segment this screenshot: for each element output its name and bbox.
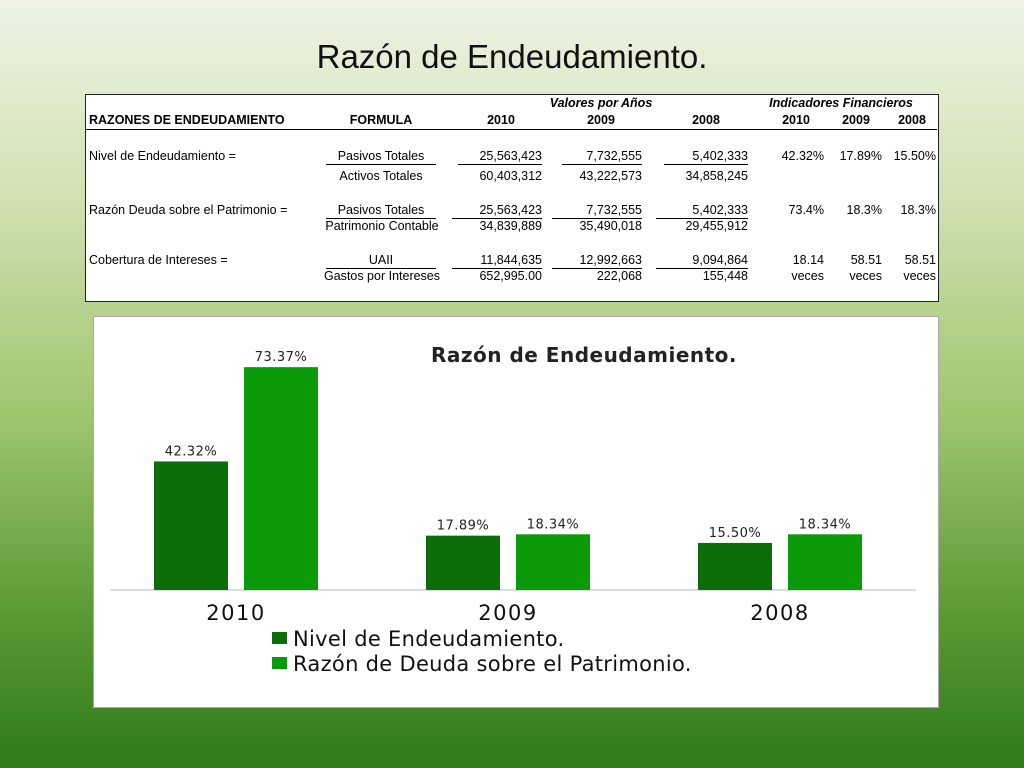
data-label-2010-series-2: 73.37% bbox=[254, 350, 308, 366]
data-label-2008-series-1: 15.50% bbox=[708, 525, 762, 541]
den-value-2008: 34,858,245 bbox=[685, 169, 748, 183]
den-value-2010: 652,995.00 bbox=[479, 269, 542, 283]
legend-item-razon bbox=[272, 652, 692, 676]
row-denominator: Gastos por Intereses bbox=[323, 269, 441, 283]
row-name: Razón Deuda sobre el Patrimonio = bbox=[89, 203, 288, 217]
den-value-2009: 43,222,573 bbox=[579, 169, 642, 183]
indicator-unit-2010: veces bbox=[791, 269, 824, 283]
header-ind-2010: 2010 bbox=[782, 113, 810, 127]
data-label-2009-series-1: 17.89% bbox=[436, 518, 490, 534]
bar-2009-series-1 bbox=[426, 536, 500, 590]
num-value-2010: 11,844,635 bbox=[452, 253, 542, 269]
num-value-2009: 12,992,663 bbox=[552, 253, 642, 269]
num-value-2009: 7,732,555 bbox=[562, 149, 642, 165]
legend-swatch-razon bbox=[272, 657, 287, 669]
x-tick-label-2010: 2010 bbox=[206, 601, 266, 625]
row-numerator: Pasivos Totales bbox=[326, 203, 436, 219]
legend-item-nivel bbox=[272, 627, 564, 651]
bar-2008-series-1 bbox=[698, 543, 772, 590]
header-ind-2009: 2009 bbox=[842, 113, 870, 127]
den-value-2010: 60,403,312 bbox=[479, 169, 542, 183]
indicator-unit-2009: veces bbox=[849, 269, 882, 283]
indicator-2008: 58.51 bbox=[904, 253, 936, 267]
bar-2008-series-2 bbox=[788, 534, 862, 590]
indicator-unit-2008: veces bbox=[903, 269, 936, 283]
header-financial-indicators: Indicadores Financieros bbox=[769, 96, 913, 110]
chart-title: Razón de Endeudamiento. bbox=[430, 343, 738, 367]
num-value-2008: 9,094,864 bbox=[656, 253, 748, 269]
indicator-2010: 18.14 bbox=[792, 253, 824, 267]
header-val-2009: 2009 bbox=[587, 113, 615, 127]
header-divider bbox=[86, 129, 937, 130]
data-label-2009-series-2: 18.34% bbox=[526, 517, 580, 533]
row-name: Cobertura de Intereses = bbox=[89, 253, 228, 267]
den-value-2010: 34,839,889 bbox=[479, 219, 542, 233]
bar-2009-series-2 bbox=[516, 534, 590, 590]
bar-2010-series-2 bbox=[244, 367, 318, 590]
legend-label-razon: Razón de Deuda sobre el Patrimonio. bbox=[293, 652, 692, 676]
indicator-2008: 18.3% bbox=[900, 203, 936, 217]
den-value-2008: 155,448 bbox=[702, 269, 748, 283]
data-label-2010-series-1: 42.32% bbox=[164, 444, 218, 460]
indicator-2009: 17.89% bbox=[839, 149, 882, 163]
legend-swatch-nivel bbox=[272, 632, 287, 644]
den-value-2009: 222,068 bbox=[596, 269, 642, 283]
num-value-2009: 7,732,555 bbox=[552, 203, 642, 219]
header-col-formula: FORMULA bbox=[349, 113, 413, 127]
indicator-2010: 42.32% bbox=[781, 149, 824, 163]
row-denominator: Patrimonio Contable bbox=[325, 219, 439, 233]
indicator-2008: 15.50% bbox=[893, 149, 936, 163]
num-value-2008: 5,402,333 bbox=[656, 203, 748, 219]
x-tick-label-2008: 2008 bbox=[750, 601, 810, 625]
num-value-2010: 25,563,423 bbox=[458, 149, 542, 165]
num-value-2008: 5,402,333 bbox=[664, 149, 748, 165]
row-numerator: Pasivos Totales bbox=[326, 149, 436, 165]
legend-label-nivel: Nivel de Endeudamiento. bbox=[293, 627, 565, 651]
debt-ratios-table bbox=[85, 94, 939, 302]
header-col-name: RAZONES DE ENDEUDAMIENTO bbox=[89, 113, 285, 127]
header-values-by-year: Valores por Años bbox=[549, 96, 653, 110]
indicator-2009: 58.51 bbox=[850, 253, 882, 267]
indicator-2009: 18.3% bbox=[846, 203, 882, 217]
data-label-2008-series-2: 18.34% bbox=[798, 517, 852, 533]
row-numerator: UAII bbox=[326, 253, 436, 269]
debt-ratio-chart bbox=[93, 316, 939, 708]
row-denominator: Activos Totales bbox=[339, 169, 423, 183]
slide-title: Razón de Endeudamiento. bbox=[316, 38, 708, 75]
bar-2010-series-1 bbox=[154, 461, 228, 590]
x-tick-label-2009: 2009 bbox=[478, 601, 538, 625]
den-value-2009: 35,490,018 bbox=[579, 219, 642, 233]
num-value-2010: 25,563,423 bbox=[452, 203, 542, 219]
header-val-2008: 2008 bbox=[692, 113, 720, 127]
row-name: Nivel de Endeudamiento = bbox=[89, 149, 236, 163]
header-val-2010: 2010 bbox=[487, 113, 515, 127]
indicator-2010: 73.4% bbox=[788, 203, 824, 217]
den-value-2008: 29,455,912 bbox=[685, 219, 748, 233]
header-ind-2008: 2008 bbox=[898, 113, 926, 127]
